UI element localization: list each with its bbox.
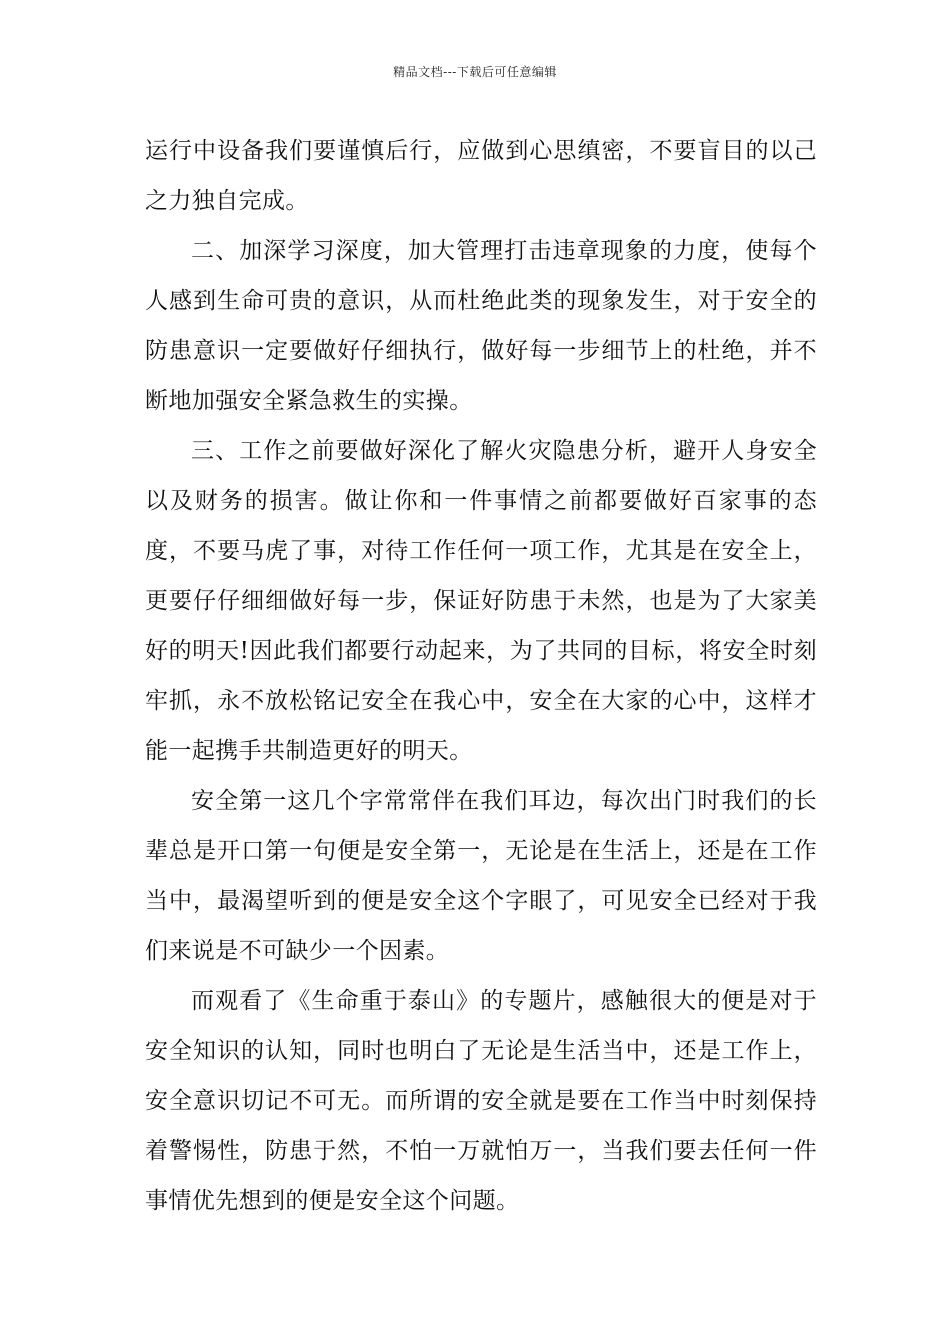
page-header: 精品文档---下载后可任意编辑 bbox=[393, 65, 557, 79]
paragraph-safety-first: 安全第一这几个字常常伴在我们耳边，每次出门时我们的长辈总是开口第一句便是安全第一，无论是在生活上，还是在工作当中，最渴望听到的便是安全这个字眼了，可见安全已经对于我们来说是不可缺少一个因素。 bbox=[145, 788, 817, 964]
paragraph-point-three: 三、工作之前要做好深化了解火灾隐患分析，避开人身安全以及财务的损害。做让你和一件事情之前都要做好百家事的态度，不要马虎了事，对待工作任何一项工作，尤其是在安全上，更要仔仔细细做好每一步，保证好防患于未然，也是为了大家美好的明天!因此我们都要行动起来，为了共同的目标，将安全时刻牢抓，永不放松铭记安全在我心中，安全在大家的心中，这样才能一起携手共制造更好的明天。 bbox=[145, 438, 817, 764]
paragraph-point-two: 二、加深学习深度，加大管理打击违章现象的力度，使每个人感到生命可贵的意识，从而杜绝此类的现象发生，对于安全的防患意识一定要做好仔细执行，做好每一步细节上的杜绝，并不断地加强安全紧急救生的实操。 bbox=[145, 238, 817, 414]
document-body bbox=[145, 126, 817, 1226]
paragraph-documentary: 而观看了《生命重于泰山》的专题片，感触很大的便是对于安全知识的认知，同时也明白了无论是生活当中，还是工作上，安全意识切记不可无。而所谓的安全就是要在工作当中时刻保持着警惕性，防患于然，不怕一万就怕万一，当我们要去任何一件事情优先想到的便是安全这个问题。 bbox=[145, 988, 817, 1214]
paragraph-continuation: 运行中设备我们要谨慎后行，应做到心思缜密，不要盲目的以己之力独自完成。 bbox=[145, 138, 817, 214]
